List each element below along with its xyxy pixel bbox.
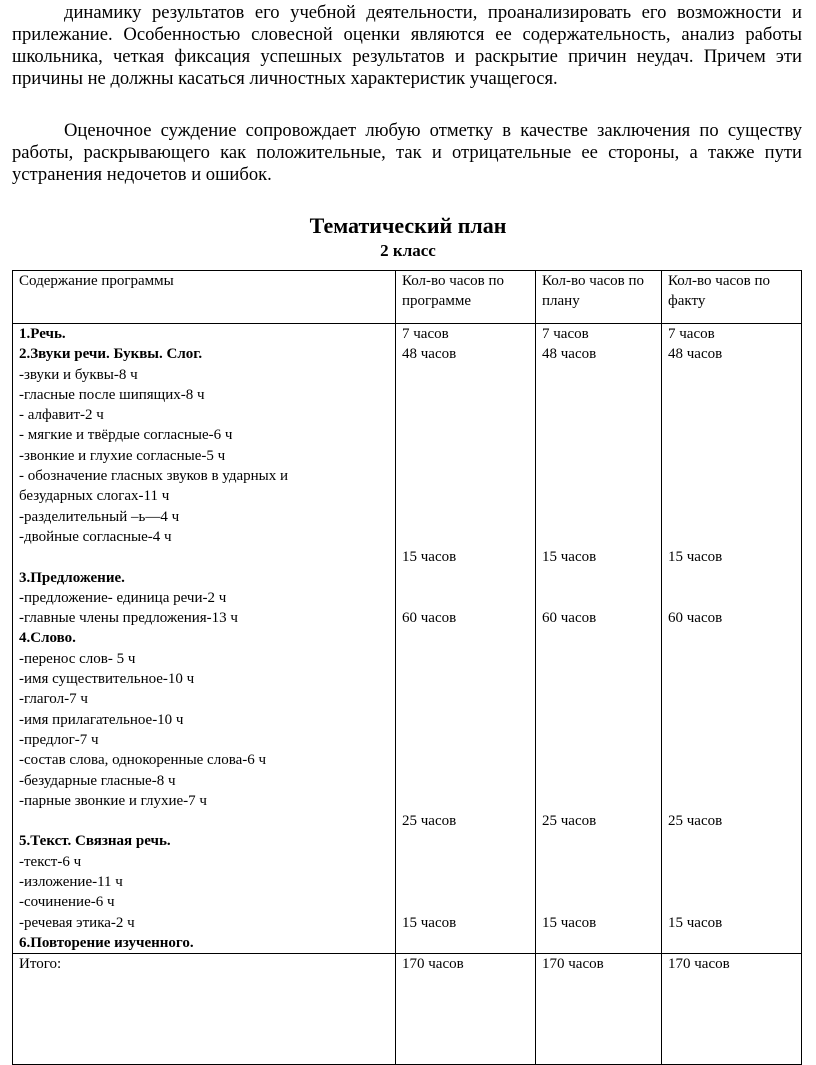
content-line: безударных слогах-11 ч xyxy=(19,488,170,505)
intro-paragraph-2: Оценочное суждение сопровождает любую отметку в качестве заключения по существу работы, раскрывающего как положительные, так и отрицательные ее стороны, а также пути устранения недочетов и ошибок. xyxy=(12,120,802,185)
hours-fact-line xyxy=(668,831,795,851)
hours-fact-cell xyxy=(662,324,802,954)
hours-plan-line: 25 часов xyxy=(542,813,597,830)
hours-fact-line xyxy=(668,872,795,892)
content-line: - обозначение гласных звуков в ударных и xyxy=(19,468,289,485)
content-line: -глагол-7 ч xyxy=(19,691,88,708)
hours-fact-line: 15 часов xyxy=(668,549,723,566)
total-plan: 170 часов xyxy=(536,954,662,1065)
content-line: -разделительный –ь—4 ч xyxy=(19,508,180,525)
content-line: -предложение- единица речи-2 ч xyxy=(19,589,227,606)
hours-fact-line: 7 часов xyxy=(668,326,715,342)
hours-plan-line xyxy=(542,568,655,588)
hours-program-line xyxy=(402,405,529,425)
hours-fact-line xyxy=(668,425,795,445)
hours-fact-line xyxy=(668,791,795,811)
hours-fact-line xyxy=(668,892,795,912)
content-line: 2.Звуки речи. Буквы. Слог. xyxy=(19,346,203,363)
hours-program-line: 60 часов xyxy=(402,610,457,627)
hours-plan-line: 48 часов xyxy=(542,346,597,363)
content-line: 5.Текст. Связная речь. xyxy=(19,833,171,850)
hours-program-line xyxy=(402,588,529,608)
content-line: -безударные гласные-8 ч xyxy=(19,772,176,789)
hours-program-line xyxy=(402,628,529,648)
content-line: -главные члены предложения-13 ч xyxy=(19,610,238,627)
hours-fact-line: 60 часов xyxy=(668,610,723,627)
hours-program-line xyxy=(402,446,529,466)
hours-program-line xyxy=(402,771,529,791)
total-fact: 170 часов xyxy=(662,954,802,1065)
total-label: Итого: xyxy=(13,954,396,1065)
intro-paragraph-1: динамику результатов его учебной деятельности, проанализировать его возможности и прилежание. Особенностью словесной оценки являются ее содержательность, анализ работы школьника, четкая фиксация успешных результатов и раскрытие причин неудач. Причем эти причины не должны касаться личностных характеристик учащегося. xyxy=(12,2,802,89)
content-line: 1.Речь. xyxy=(19,326,66,342)
hours-plan-line xyxy=(542,385,655,405)
hours-plan-line xyxy=(542,689,655,709)
hours-plan-line xyxy=(542,771,655,791)
hours-fact-line xyxy=(668,852,795,872)
hours-plan-cell xyxy=(536,324,662,954)
content-line: 6.Повторение изученного. xyxy=(19,934,194,951)
hours-program-line xyxy=(402,852,529,872)
hours-fact-line xyxy=(668,710,795,730)
hours-program-line xyxy=(402,568,529,588)
hours-program-line xyxy=(402,649,529,669)
content-line: -парные звонкие и глухие-7 ч xyxy=(19,792,207,809)
content-line: -изложение-11 ч xyxy=(19,874,123,891)
plan-grade: 2 класс xyxy=(380,241,436,260)
hours-plan-line: 7 часов xyxy=(542,326,589,342)
hours-plan-line xyxy=(542,588,655,608)
content-line: - алфавит-2 ч xyxy=(19,407,104,424)
hours-plan-line xyxy=(542,425,655,445)
hours-fact-line: 48 часов xyxy=(668,346,723,363)
hours-fact-line xyxy=(668,568,795,588)
hours-fact-line xyxy=(668,669,795,689)
hours-program-line xyxy=(402,486,529,506)
content-line: -имя существительное-10 ч xyxy=(19,671,195,688)
hours-program-line xyxy=(402,791,529,811)
header-hours-program: Кол-во часов по программе xyxy=(396,271,536,324)
hours-plan-line xyxy=(542,852,655,872)
hours-plan-line xyxy=(542,750,655,770)
header-hours-plan: Кол-во часов по плану xyxy=(536,271,662,324)
total-row xyxy=(13,954,802,1065)
hours-fact-line: 15 часов xyxy=(668,914,723,931)
hours-plan-line xyxy=(542,507,655,527)
hours-fact-line xyxy=(668,628,795,648)
hours-plan-line: 60 часов xyxy=(542,610,597,627)
table-header-row xyxy=(13,271,802,324)
content-line: -перенос слов- 5 ч xyxy=(19,650,136,667)
hours-program-line xyxy=(402,425,529,445)
hours-plan-line xyxy=(542,730,655,750)
content-line: -имя прилагательное-10 ч xyxy=(19,711,184,728)
hours-fact-line xyxy=(668,466,795,486)
hours-fact-line xyxy=(668,730,795,750)
hours-program-line: 15 часов xyxy=(402,914,457,931)
hours-plan-line xyxy=(542,791,655,811)
hours-fact-line xyxy=(668,649,795,669)
hours-program-line xyxy=(402,385,529,405)
total-program: 170 часов xyxy=(396,954,536,1065)
hours-program-line xyxy=(402,365,529,385)
hours-fact-line xyxy=(668,771,795,791)
hours-plan-line xyxy=(542,649,655,669)
hours-program-cell xyxy=(396,324,536,954)
hours-fact-line xyxy=(668,507,795,527)
hours-fact-line xyxy=(668,385,795,405)
hours-program-line xyxy=(402,669,529,689)
hours-fact-line xyxy=(668,527,795,547)
hours-plan-line xyxy=(542,872,655,892)
content-line xyxy=(19,811,389,831)
hours-plan-line: 15 часов xyxy=(542,914,597,931)
hours-program-line xyxy=(402,872,529,892)
hours-plan-line xyxy=(542,527,655,547)
hours-plan-line xyxy=(542,831,655,851)
content-line: - мягкие и твёрдые согласные-6 ч xyxy=(19,427,233,444)
hours-plan-line xyxy=(542,710,655,730)
hours-plan-line xyxy=(542,466,655,486)
hours-program-line: 25 часов xyxy=(402,813,457,830)
hours-program-line: 48 часов xyxy=(402,346,457,363)
header-content: Содержание программы xyxy=(13,271,396,324)
hours-plan-line xyxy=(542,405,655,425)
hours-program-line xyxy=(402,466,529,486)
content-line: -предлог-7 ч xyxy=(19,731,99,748)
content-line: -гласные после шипящих-8 ч xyxy=(19,386,205,403)
content-cell xyxy=(13,324,396,954)
hours-program-line xyxy=(402,730,529,750)
hours-fact-line xyxy=(668,750,795,770)
content-line: -сочинение-6 ч xyxy=(19,894,115,911)
hours-program-line: 7 часов xyxy=(402,326,449,342)
hours-fact-line xyxy=(668,365,795,385)
hours-program-line xyxy=(402,689,529,709)
hours-fact-line xyxy=(668,689,795,709)
hours-program-line xyxy=(402,527,529,547)
plan-title: Тематический план xyxy=(309,213,507,238)
hours-plan-line xyxy=(542,892,655,912)
content-line: 4.Слово. xyxy=(19,630,76,647)
header-hours-fact: Кол-во часов по факту xyxy=(662,271,802,324)
hours-plan-line xyxy=(542,628,655,648)
hours-fact-line xyxy=(668,486,795,506)
hours-plan-line xyxy=(542,486,655,506)
content-line: -звонкие и глухие согласные-5 ч xyxy=(19,447,226,464)
hours-program-line xyxy=(402,710,529,730)
hours-fact-line xyxy=(668,588,795,608)
hours-program-line xyxy=(402,507,529,527)
content-line: -речевая этика-2 ч xyxy=(19,914,135,931)
hours-program-line xyxy=(402,892,529,912)
content-line xyxy=(19,547,389,567)
thematic-plan-table xyxy=(12,270,802,1065)
content-line: 3.Предложение. xyxy=(19,569,125,586)
content-line: -двойные согласные-4 ч xyxy=(19,528,172,545)
hours-fact-line xyxy=(668,405,795,425)
hours-fact-line: 25 часов xyxy=(668,813,723,830)
content-line: -звуки и буквы-8 ч xyxy=(19,366,138,383)
hours-plan-line xyxy=(542,669,655,689)
content-line: -текст-6 ч xyxy=(19,853,82,870)
table-row xyxy=(13,324,802,954)
hours-program-line xyxy=(402,750,529,770)
hours-program-line: 15 часов xyxy=(402,549,457,566)
hours-plan-line: 15 часов xyxy=(542,549,597,566)
hours-fact-line xyxy=(668,446,795,466)
content-line: -состав слова, однокоренные слова-6 ч xyxy=(19,752,267,769)
hours-program-line xyxy=(402,831,529,851)
hours-plan-line xyxy=(542,446,655,466)
hours-plan-line xyxy=(542,365,655,385)
